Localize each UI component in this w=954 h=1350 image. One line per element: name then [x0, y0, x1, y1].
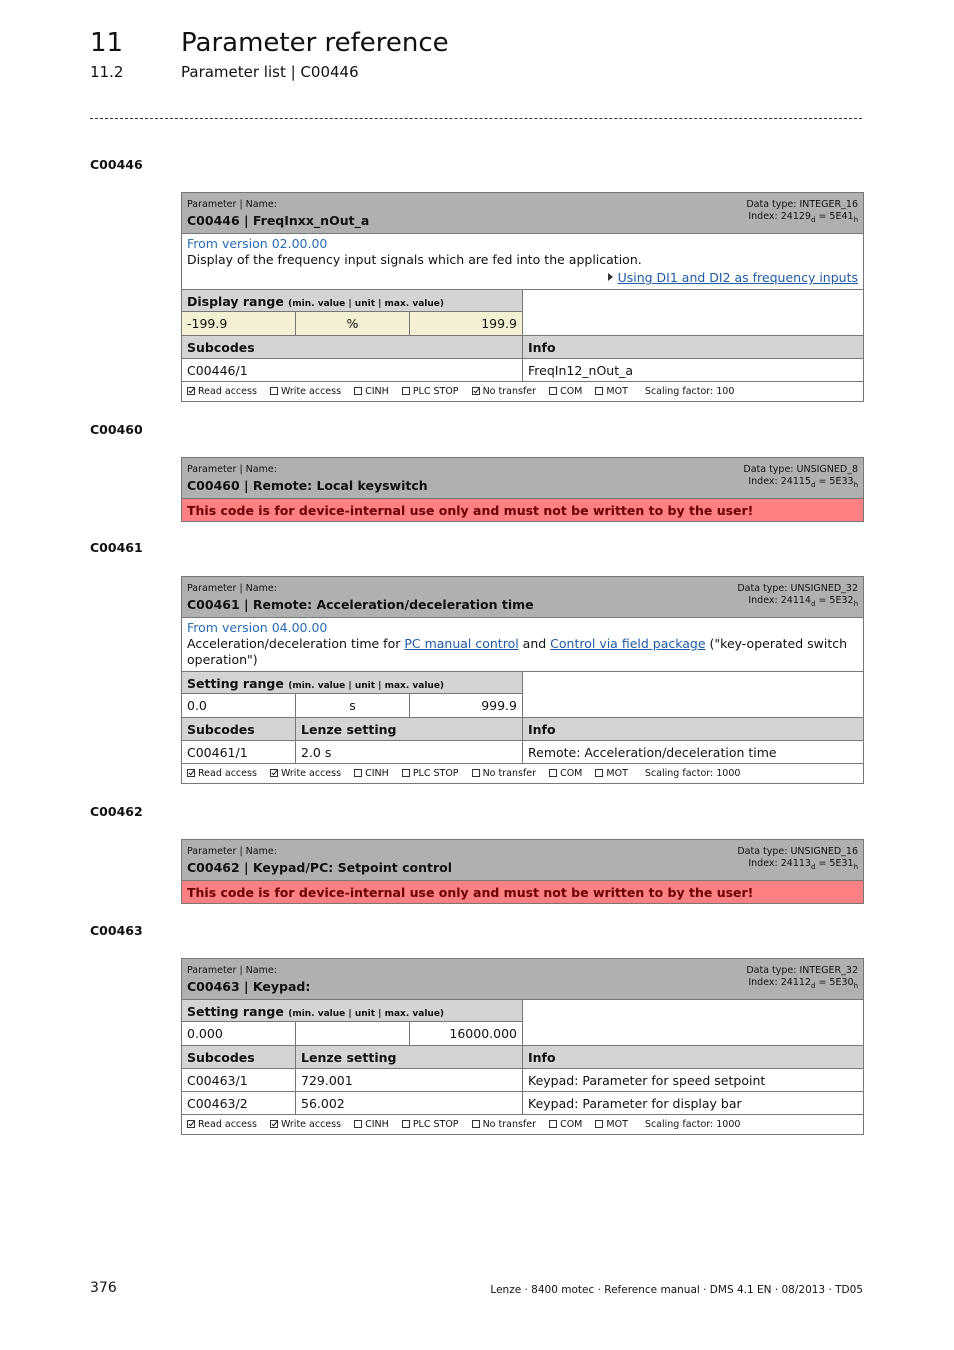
header-dashed-rule [90, 118, 862, 119]
range-block [182, 672, 863, 718]
param-name: C00463 | Keypad: [187, 979, 311, 994]
param-name: C00462 | Keypad/PC: Setpoint control [187, 860, 453, 875]
param-header [182, 458, 863, 499]
range-min: -199.9 [182, 312, 296, 335]
param-table-c00446 [181, 192, 864, 402]
heading-c00462: C00462 [90, 804, 143, 819]
subcode-cell: C00461/1 [182, 741, 296, 763]
param-header [182, 959, 863, 1000]
lenze-cell: 729.001 [296, 1069, 523, 1091]
info-cell: Keypad: Parameter for display bar [528, 1096, 742, 1111]
param-index: Index: $24115_d = 5E33_h$ [748, 476, 858, 489]
heading-c00460: C00460 [90, 422, 143, 437]
internal-use-warning: This code is for device-internal use only and must not be written to by the user! [182, 881, 863, 903]
document-footer: Lenze · 8400 motec · Reference manual · DMS 4.1 EN · 08/2013 · TD05 [490, 1284, 863, 1296]
heading-c00446: C00446 [90, 157, 143, 172]
subcodes-header-row [182, 1046, 863, 1069]
col-lenze-setting: Lenze setting [296, 718, 523, 740]
checked-box-icon [270, 769, 278, 777]
param-table-c00462 [181, 839, 864, 904]
data-type: Data type: INTEGER_32 [746, 965, 858, 976]
param-table-c00463 [181, 958, 864, 1135]
lenze-cell: 56.002 [296, 1092, 523, 1114]
range-values [182, 694, 522, 717]
data-type: Data type: UNSIGNED_8 [743, 464, 858, 475]
range-max: 999.9 [481, 698, 517, 713]
unchecked-box-icon [354, 1120, 362, 1128]
section-title: Parameter list | C00446 [181, 63, 359, 81]
lenze-cell: 2.0 s [296, 741, 523, 763]
col-lenze-setting: Lenze setting [296, 1046, 523, 1068]
heading-c00463: C00463 [90, 923, 143, 938]
param-name-label: Parameter | Name: [187, 965, 277, 976]
checked-box-icon [472, 387, 480, 395]
unchecked-box-icon [472, 1120, 480, 1128]
link-pc-manual-control[interactable]: PC manual control [404, 636, 519, 651]
col-info: Info [523, 1046, 863, 1068]
unchecked-box-icon [595, 1120, 603, 1128]
unchecked-box-icon [402, 1120, 410, 1128]
unchecked-box-icon [549, 387, 557, 395]
subcode-cell: C00463/2 [182, 1092, 296, 1114]
param-name-label: Parameter | Name: [187, 199, 277, 210]
range-max: 16000.000 [449, 1026, 517, 1041]
setting-range-title: Setting range (min. value | unit | max. value) [182, 1000, 522, 1022]
range-unit [296, 1022, 410, 1045]
range-values [182, 312, 522, 335]
param-index: Index: $24114_d = 5E32_h$ [748, 595, 858, 608]
internal-use-warning: This code is for device-internal use only and must not be written to by the user! [182, 499, 863, 521]
range-values [182, 1022, 522, 1045]
scaling-factor: Scaling factor: 1000 [644, 1119, 741, 1130]
unchecked-box-icon [402, 387, 410, 395]
range-unit: % [296, 312, 410, 335]
data-type: Data type: INTEGER_16 [746, 199, 858, 210]
unchecked-box-icon [472, 769, 480, 777]
description-text: Acceleration/deceleration time for PC manual control and Control via field package ("key-operated switch operation") [187, 636, 848, 667]
param-index: Index: $24113_d = 5E31_h$ [748, 858, 858, 871]
unchecked-box-icon [595, 387, 603, 395]
param-index: Index: $24129_d = 5E41_h$ [748, 211, 858, 224]
checked-box-icon [187, 1120, 195, 1128]
col-subcodes: Subcodes [182, 336, 523, 358]
table-row [182, 1069, 863, 1092]
subcode-cell: C00463/1 [182, 1069, 296, 1091]
unchecked-box-icon [354, 769, 362, 777]
info-cell: Keypad: Parameter for speed setpoint [528, 1073, 766, 1088]
version-note: From version 04.00.00 [187, 620, 328, 635]
param-header [182, 193, 863, 234]
version-note: From version 02.00.00 [187, 236, 328, 251]
unchecked-box-icon [354, 387, 362, 395]
range-block [182, 1000, 863, 1046]
unchecked-box-icon [549, 1120, 557, 1128]
param-name: C00446 | FreqInxx_nOut_a [187, 213, 370, 228]
data-type: Data type: UNSIGNED_16 [737, 846, 858, 857]
col-subcodes: Subcodes [182, 718, 296, 740]
col-info: Info [523, 718, 863, 740]
description-text: Display of the frequency input signals which are fed into the application. [187, 252, 642, 267]
checked-box-icon [270, 1120, 278, 1128]
param-name-label: Parameter | Name: [187, 583, 277, 594]
param-table-c00460 [181, 457, 864, 522]
param-table-c00461 [181, 576, 864, 784]
param-index: Index: $24112_d = 5E30_h$ [748, 977, 858, 990]
unchecked-box-icon [549, 769, 557, 777]
range-min: 0.000 [182, 1022, 296, 1045]
triangle-right-icon [608, 273, 613, 281]
table-row [182, 741, 863, 764]
param-name: C00461 | Remote: Acceleration/deceleration time [187, 597, 534, 612]
scaling-factor: Scaling factor: 100 [644, 386, 735, 397]
table-row [182, 359, 863, 382]
param-name-label: Parameter | Name: [187, 464, 277, 475]
range-block [182, 290, 863, 336]
display-range-title: Display range (min. value | unit | max. value) [182, 290, 522, 312]
col-info: Info [523, 336, 863, 358]
cross-reference [187, 270, 858, 286]
unchecked-box-icon [270, 387, 278, 395]
checked-box-icon [187, 387, 195, 395]
param-name: C00460 | Remote: Local keyswitch [187, 478, 428, 493]
setting-range-title: Setting range (min. value | unit | max. value) [182, 672, 522, 694]
heading-c00461: C00461 [90, 540, 143, 555]
param-header [182, 840, 863, 881]
chapter-title: Parameter reference [181, 28, 449, 58]
chapter-number: 11 [90, 28, 124, 58]
col-subcodes: Subcodes [182, 1046, 296, 1068]
param-description [182, 234, 863, 290]
checked-box-icon [187, 769, 195, 777]
info-cell: Remote: Acceleration/deceleration time [528, 745, 777, 760]
access-flags: Read access Write access CINH PLC STOP No transfer COM MOT Scaling factor: 1000 [182, 764, 863, 783]
page-number: 376 [90, 1280, 117, 1296]
subcodes-header-row [182, 718, 863, 741]
link-frequency-inputs[interactable]: Using DI1 and DI2 as frequency inputs [617, 270, 858, 285]
range-unit: s [296, 694, 410, 717]
table-row [182, 1092, 863, 1115]
data-type: Data type: UNSIGNED_32 [737, 583, 858, 594]
link-control-field-package[interactable]: Control via field package [550, 636, 706, 651]
range-max: 199.9 [410, 312, 522, 335]
subcodes-header-row [182, 336, 863, 359]
param-header [182, 577, 863, 618]
scaling-factor: Scaling factor: 1000 [644, 768, 741, 779]
info-cell: FreqIn12_nOut_a [528, 363, 634, 378]
subcode-cell: C00446/1 [182, 359, 523, 381]
access-flags: Read access Write access CINH PLC STOP No transfer COM MOT Scaling factor: 1000 [182, 1115, 863, 1134]
section-number: 11.2 [90, 63, 124, 81]
access-flags: Read access Write access CINH PLC STOP No transfer COM MOT Scaling factor: 100 [182, 382, 863, 401]
range-min: 0.0 [182, 694, 296, 717]
unchecked-box-icon [595, 769, 603, 777]
unchecked-box-icon [402, 769, 410, 777]
param-description [182, 618, 863, 672]
param-name-label: Parameter | Name: [187, 846, 277, 857]
